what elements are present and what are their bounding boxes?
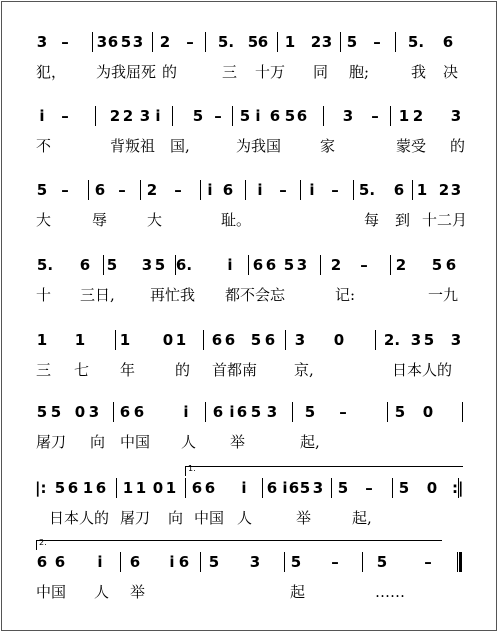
barline xyxy=(387,402,388,422)
note: – xyxy=(61,181,69,199)
note: 5 xyxy=(394,403,406,421)
note: 1 xyxy=(119,331,131,349)
lyrics-row xyxy=(0,582,500,604)
lyric-word: 屠刀 xyxy=(36,433,67,451)
lyric-word: 的 xyxy=(162,63,178,81)
lyric-word: 中国 xyxy=(36,583,67,601)
lyric-word: 大 xyxy=(147,211,163,229)
lyric-word: 再忙我 xyxy=(150,286,196,304)
lyric-word: 向 xyxy=(168,509,184,527)
note: i xyxy=(183,403,189,421)
barline xyxy=(92,32,93,52)
lyric-word: 日本人的 xyxy=(392,361,453,379)
note: 2 xyxy=(412,107,424,125)
lyric-word: 十 xyxy=(36,286,52,304)
note: – xyxy=(371,107,379,125)
note: 6 xyxy=(107,33,119,51)
lyric-word: 犯， xyxy=(36,63,67,81)
note: 6 xyxy=(191,479,203,497)
note: – xyxy=(339,403,347,421)
lyric-word: 国, xyxy=(170,137,190,155)
note: 1 xyxy=(36,331,48,349)
lyric-word: 我 xyxy=(411,63,427,81)
repeat-end-sign: :| xyxy=(452,479,464,497)
note: i xyxy=(227,256,233,274)
score-line-5 xyxy=(0,330,500,390)
note: 1 xyxy=(165,479,177,497)
lyric-word: 人 xyxy=(181,433,197,451)
barline xyxy=(292,402,293,422)
note: 2 xyxy=(146,181,158,199)
note: – xyxy=(424,553,432,571)
lyric-word: …… xyxy=(375,583,405,601)
notes-row xyxy=(0,402,500,426)
barline xyxy=(200,552,201,572)
note: 3 xyxy=(88,403,100,421)
note: 5 xyxy=(120,33,132,51)
lyric-word: 蒙受 xyxy=(396,137,427,155)
barline xyxy=(331,478,332,498)
note: – xyxy=(331,181,339,199)
lyric-word: 一九 xyxy=(428,286,459,304)
lyric-word: 屠刀 xyxy=(120,509,151,527)
lyric-word: 向 xyxy=(90,433,106,451)
lyric-word: 辱 xyxy=(92,211,108,229)
volta-bracket xyxy=(36,540,442,550)
lyric-word: 七 xyxy=(74,361,90,379)
barline xyxy=(232,106,233,126)
lyric-word: 大 xyxy=(36,211,52,229)
note: 3 xyxy=(410,331,422,349)
note: 5 xyxy=(247,33,259,51)
barline xyxy=(395,32,396,52)
note: 5 xyxy=(36,181,48,199)
note: 5 xyxy=(239,107,251,125)
lyrics-row xyxy=(0,508,500,530)
lyric-word: 为我国 xyxy=(236,137,282,155)
note: 6 xyxy=(296,107,308,125)
score-line-3 xyxy=(0,180,500,240)
lyric-word: 人 xyxy=(237,509,253,527)
barline xyxy=(185,478,186,498)
lyric-word: 日本人的 xyxy=(49,509,110,527)
note: 3 xyxy=(96,33,108,51)
repeat-start-sign: |: xyxy=(35,479,47,497)
note: 0 xyxy=(162,331,174,349)
note: – xyxy=(186,33,194,51)
note: 1 xyxy=(122,479,134,497)
note: 5. xyxy=(407,33,425,51)
note: i xyxy=(97,553,103,571)
note: – xyxy=(214,107,222,125)
barline xyxy=(300,180,301,200)
note: i xyxy=(39,107,45,125)
note: 6 xyxy=(36,553,48,571)
note: 5 xyxy=(423,331,435,349)
lyrics-row xyxy=(0,285,500,307)
lyric-word: 到 xyxy=(395,211,411,229)
note: 1 xyxy=(416,181,428,199)
lyric-word: 年 xyxy=(120,361,136,379)
barline xyxy=(120,552,121,572)
note: 1 xyxy=(175,331,187,349)
lyric-word: 十万 xyxy=(255,63,286,81)
notes-row xyxy=(0,255,500,279)
note: 6 xyxy=(264,331,276,349)
lyrics-row xyxy=(0,62,500,84)
note: 6 xyxy=(288,479,300,497)
barline xyxy=(320,255,321,275)
barline xyxy=(390,106,391,126)
note: 5. xyxy=(36,256,54,274)
barline xyxy=(248,255,249,275)
note: – xyxy=(360,256,368,274)
barline xyxy=(200,180,201,200)
note: 6 xyxy=(442,33,454,51)
note: 5 xyxy=(208,553,220,571)
note: 6 xyxy=(79,256,91,274)
note: 3 xyxy=(294,331,306,349)
note: 5 xyxy=(284,107,296,125)
note: 6 xyxy=(393,181,405,199)
lyric-word: 首都南 xyxy=(212,361,258,379)
note: i xyxy=(257,181,263,199)
lyric-word: 三 xyxy=(36,361,52,379)
lyric-word: 中国 xyxy=(120,433,151,451)
lyric-word: 的 xyxy=(175,361,191,379)
note: 6 xyxy=(119,403,131,421)
barline xyxy=(262,478,263,498)
lyric-word: 记: xyxy=(335,286,356,304)
barline xyxy=(140,180,141,200)
note: 3 xyxy=(342,107,354,125)
note: 3 xyxy=(249,553,261,571)
barline xyxy=(205,402,206,422)
barline xyxy=(113,402,114,422)
lyric-word: 十二月 xyxy=(422,211,468,229)
notes-row xyxy=(0,330,500,354)
note: – xyxy=(118,181,126,199)
volta-label: 1. xyxy=(188,464,196,473)
barline xyxy=(353,180,354,200)
score-line-4 xyxy=(0,255,500,315)
barline xyxy=(245,180,246,200)
score-line-2 xyxy=(0,106,500,166)
note: i xyxy=(207,181,213,199)
barline xyxy=(88,180,89,200)
note: 5. xyxy=(217,33,235,51)
note: i xyxy=(309,181,315,199)
note: 1 xyxy=(284,33,296,51)
note: 5 xyxy=(398,479,410,497)
barline xyxy=(284,552,285,572)
barline xyxy=(462,402,463,422)
note: 5 xyxy=(283,256,295,274)
note: 3 xyxy=(321,33,333,51)
barline xyxy=(340,32,341,52)
lyric-word: 同 xyxy=(313,63,329,81)
note: 2 xyxy=(395,256,407,274)
lyrics-row xyxy=(0,360,500,382)
note: 6 xyxy=(95,479,107,497)
note: 0 xyxy=(333,331,345,349)
lyric-word: 举 xyxy=(130,583,146,601)
lyric-word: 中国 xyxy=(194,509,225,527)
lyric-word: 三 xyxy=(222,63,238,81)
note: 5 xyxy=(290,553,302,571)
note: 5 xyxy=(337,479,349,497)
note: 6. xyxy=(175,256,193,274)
lyric-word: 家 xyxy=(320,137,336,155)
lyric-word: 不 xyxy=(36,137,52,155)
lyric-word: 京, xyxy=(294,361,314,379)
lyric-word: 都不会忘 xyxy=(225,286,286,304)
note: 3 xyxy=(312,479,324,497)
lyric-word: 决 xyxy=(443,63,459,81)
note: 2 xyxy=(310,33,322,51)
volta-label: 2. xyxy=(39,538,47,547)
note: 3 xyxy=(266,403,278,421)
barline xyxy=(95,106,96,126)
barline xyxy=(412,180,413,200)
lyric-word: 为我屈死 xyxy=(96,63,157,81)
lyric-word: 胞; xyxy=(349,63,370,81)
notes-row xyxy=(0,32,500,56)
note: 2 xyxy=(109,107,121,125)
note: 5 xyxy=(54,479,66,497)
barline xyxy=(277,32,278,52)
barline xyxy=(390,255,391,275)
barline xyxy=(116,478,117,498)
note: 6 xyxy=(257,33,269,51)
note: 0 xyxy=(74,403,86,421)
note: 5 xyxy=(250,403,262,421)
note: 6 xyxy=(445,256,457,274)
note: 2 xyxy=(438,181,450,199)
note: 6 xyxy=(133,403,145,421)
note: 5 xyxy=(154,256,166,274)
note: 5 xyxy=(346,33,358,51)
note: 1 xyxy=(82,479,94,497)
lyric-word: 三日, xyxy=(80,286,115,304)
lyric-word: 起, xyxy=(352,509,372,527)
note: – xyxy=(365,479,373,497)
barline xyxy=(392,478,393,498)
note: 6 xyxy=(236,403,248,421)
barline xyxy=(285,330,286,350)
note: 1 xyxy=(135,479,147,497)
note: 5. xyxy=(358,181,376,199)
note: 5 xyxy=(106,256,118,274)
note: i xyxy=(282,479,288,497)
lyric-word: 起, xyxy=(300,433,320,451)
lyric-word: 举 xyxy=(230,433,246,451)
score-line-6 xyxy=(0,402,500,462)
note: 5 xyxy=(376,553,388,571)
note: 3 xyxy=(141,256,153,274)
note: 3 xyxy=(450,331,462,349)
note: 6 xyxy=(67,479,79,497)
note: 2. xyxy=(383,331,401,349)
barline xyxy=(323,106,324,126)
note: 6 xyxy=(129,553,141,571)
note: – xyxy=(331,553,339,571)
barline xyxy=(375,330,376,350)
note: 1 xyxy=(74,331,86,349)
note: 3 xyxy=(450,181,462,199)
notes-row xyxy=(0,464,500,502)
barline xyxy=(175,255,176,275)
note: 5 xyxy=(304,403,316,421)
note: i xyxy=(241,479,247,497)
note: 5 xyxy=(299,479,311,497)
note: 6 xyxy=(211,331,223,349)
barline xyxy=(172,106,173,126)
note: 6 xyxy=(266,479,278,497)
lyrics-row xyxy=(0,432,500,454)
note: 6 xyxy=(269,107,281,125)
note: – xyxy=(174,181,182,199)
lyric-word: 背叛祖 xyxy=(110,137,156,155)
lyric-word: 起 xyxy=(290,583,306,601)
note: 2 xyxy=(122,107,134,125)
note: 5 xyxy=(50,403,62,421)
note: 6 xyxy=(94,181,106,199)
note: 6 xyxy=(265,256,277,274)
note: 1 xyxy=(398,107,410,125)
note: 5 xyxy=(192,107,204,125)
lyrics-row xyxy=(0,210,500,232)
note: 6 xyxy=(212,403,224,421)
lyric-word: 的 xyxy=(450,137,466,155)
lyric-word: 每 xyxy=(364,211,380,229)
note: 6 xyxy=(178,553,190,571)
lyric-word: 人 xyxy=(94,583,110,601)
note: 6 xyxy=(252,256,264,274)
note: – xyxy=(279,181,287,199)
score-line-8 xyxy=(0,538,500,612)
note: 3 xyxy=(450,107,462,125)
volta-bracket xyxy=(185,466,463,476)
notes-row xyxy=(0,538,500,576)
note: 0 xyxy=(422,403,434,421)
note: – xyxy=(61,107,69,125)
note: 3 xyxy=(296,256,308,274)
barline xyxy=(103,255,104,275)
final-barline xyxy=(459,552,462,572)
note: i xyxy=(169,553,175,571)
barline xyxy=(205,32,206,52)
note: 0 xyxy=(152,479,164,497)
note: i xyxy=(155,107,161,125)
note: 6 xyxy=(222,181,234,199)
lyric-word: 举 xyxy=(296,509,312,527)
barline xyxy=(115,330,116,350)
note: 6 xyxy=(54,553,66,571)
note: 3 xyxy=(132,33,144,51)
lyric-word: 耻。 xyxy=(221,211,252,229)
note: 2 xyxy=(159,33,171,51)
lyrics-row xyxy=(0,136,500,158)
barline xyxy=(457,552,458,572)
note: 5 xyxy=(431,256,443,274)
note: 6 xyxy=(224,331,236,349)
barline xyxy=(152,32,153,52)
note: 5 xyxy=(250,331,262,349)
notes-row xyxy=(0,106,500,130)
barline xyxy=(362,552,363,572)
notes-row xyxy=(0,180,500,204)
score-line-1 xyxy=(0,32,500,92)
note: 0 xyxy=(426,479,438,497)
note: – xyxy=(61,33,69,51)
note: 3 xyxy=(36,33,48,51)
note: i xyxy=(229,403,235,421)
note: 2 xyxy=(330,256,342,274)
note: 5 xyxy=(36,403,48,421)
note: i xyxy=(255,107,261,125)
barline xyxy=(203,330,204,350)
note: 3 xyxy=(139,107,151,125)
note: – xyxy=(373,33,381,51)
score-line-7 xyxy=(0,464,500,538)
note: 6 xyxy=(204,479,216,497)
